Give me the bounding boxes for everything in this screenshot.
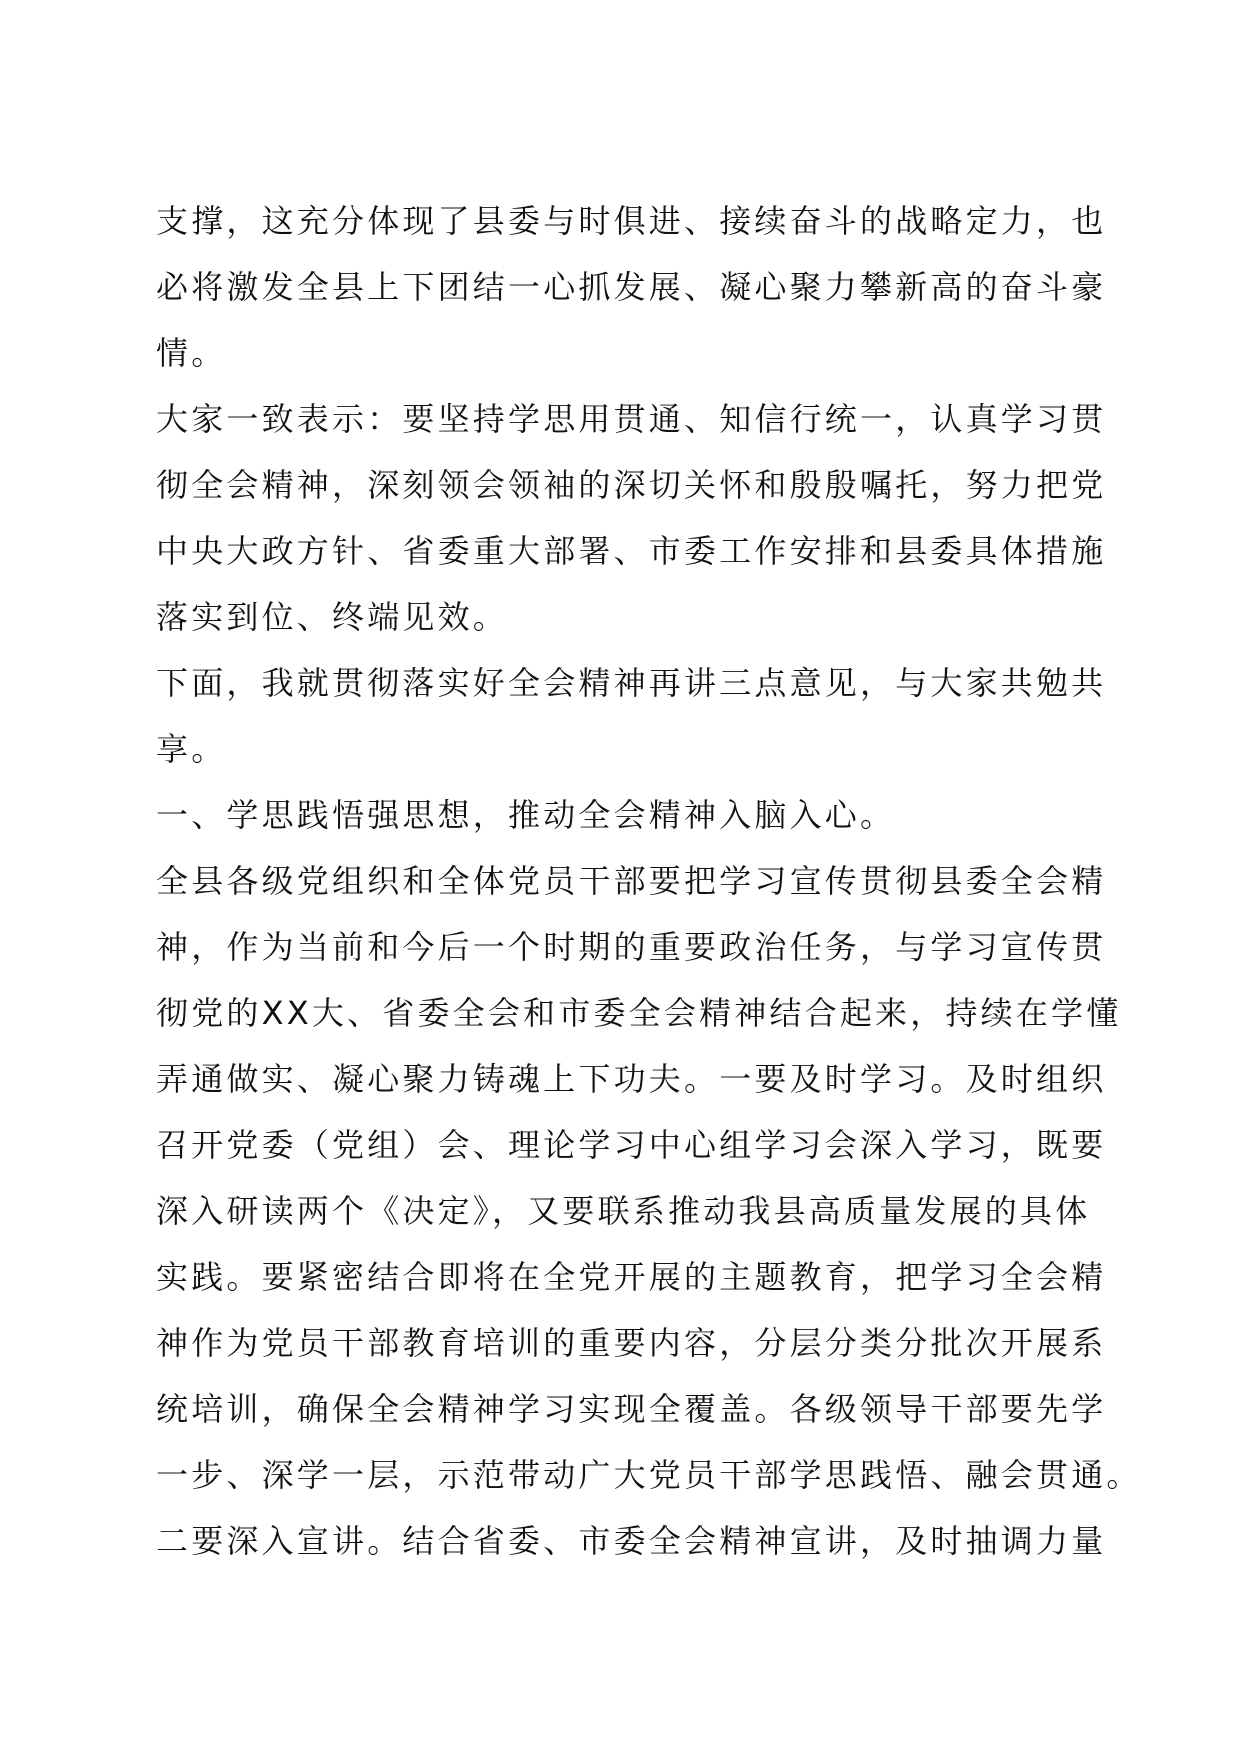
text-line: 中央大政方针、省委重大部署、市委工作安排和县委具体措施 xyxy=(156,532,1107,570)
text-line: 二要深入宣讲。结合省委、市委全会精神宣讲，及时抽调力量 xyxy=(156,1522,1107,1560)
text-line: 必将激发全县上下团结一心抓发展、凝心聚力攀新高的奋斗豪 xyxy=(156,268,1107,306)
text-line: 深入研读两个《决定》，又要联系推动我县高质量发展的具体 xyxy=(156,1192,1091,1230)
text-line: 实践。要紧密结合即将在全党开展的主题教育，把学习全会精 xyxy=(156,1258,1107,1296)
text-line: 全县各级党组织和全体党员干部要把学习宣传贯彻县委全会精 xyxy=(156,862,1107,900)
text-line: 下面，我就贯彻落实好全会精神再讲三点意见，与大家共勉共 xyxy=(156,664,1107,702)
text-line: 神，作为当前和今后一个时期的重要政治任务，与学习宣传贯 xyxy=(156,928,1107,966)
section-heading: 一、学思践悟强思想，推动全会精神入脑入心。 xyxy=(156,796,896,834)
text-line: 彻党的XX大、省委全会和市委全会精神结合起来，持续在学懂 xyxy=(156,994,1122,1032)
text-line: 神作为党员干部教育培训的重要内容，分层分类分批次开展系 xyxy=(156,1324,1107,1362)
text-line: 大家一致表示：要坚持学思用贯通、知信行统一，认真学习贯 xyxy=(156,400,1107,438)
text-line: 一步、深学一层，示范带动广大党员干部学思践悟、融会贯通。 xyxy=(156,1456,1142,1494)
text-line: 彻全会精神，深刻领会领袖的深切关怀和殷殷嘱托，努力把党 xyxy=(156,466,1107,504)
text-line: 情。 xyxy=(156,334,227,372)
text-line: 统培训，确保全会精神学习实现全覆盖。各级领导干部要先学 xyxy=(156,1390,1107,1428)
text-line: 享。 xyxy=(156,730,227,768)
text-line: 落实到位、终端见效。 xyxy=(156,598,509,636)
body-text xyxy=(156,188,1142,1574)
text-line: 弄通做实、凝心聚力铸魂上下功夫。一要及时学习。及时组织 xyxy=(156,1060,1107,1098)
text-line: 召开党委（党组）会、理论学习中心组学习会深入学习，既要 xyxy=(156,1126,1107,1164)
text-line: 支撑，这充分体现了县委与时俱进、接续奋斗的战略定力，也 xyxy=(156,202,1107,240)
